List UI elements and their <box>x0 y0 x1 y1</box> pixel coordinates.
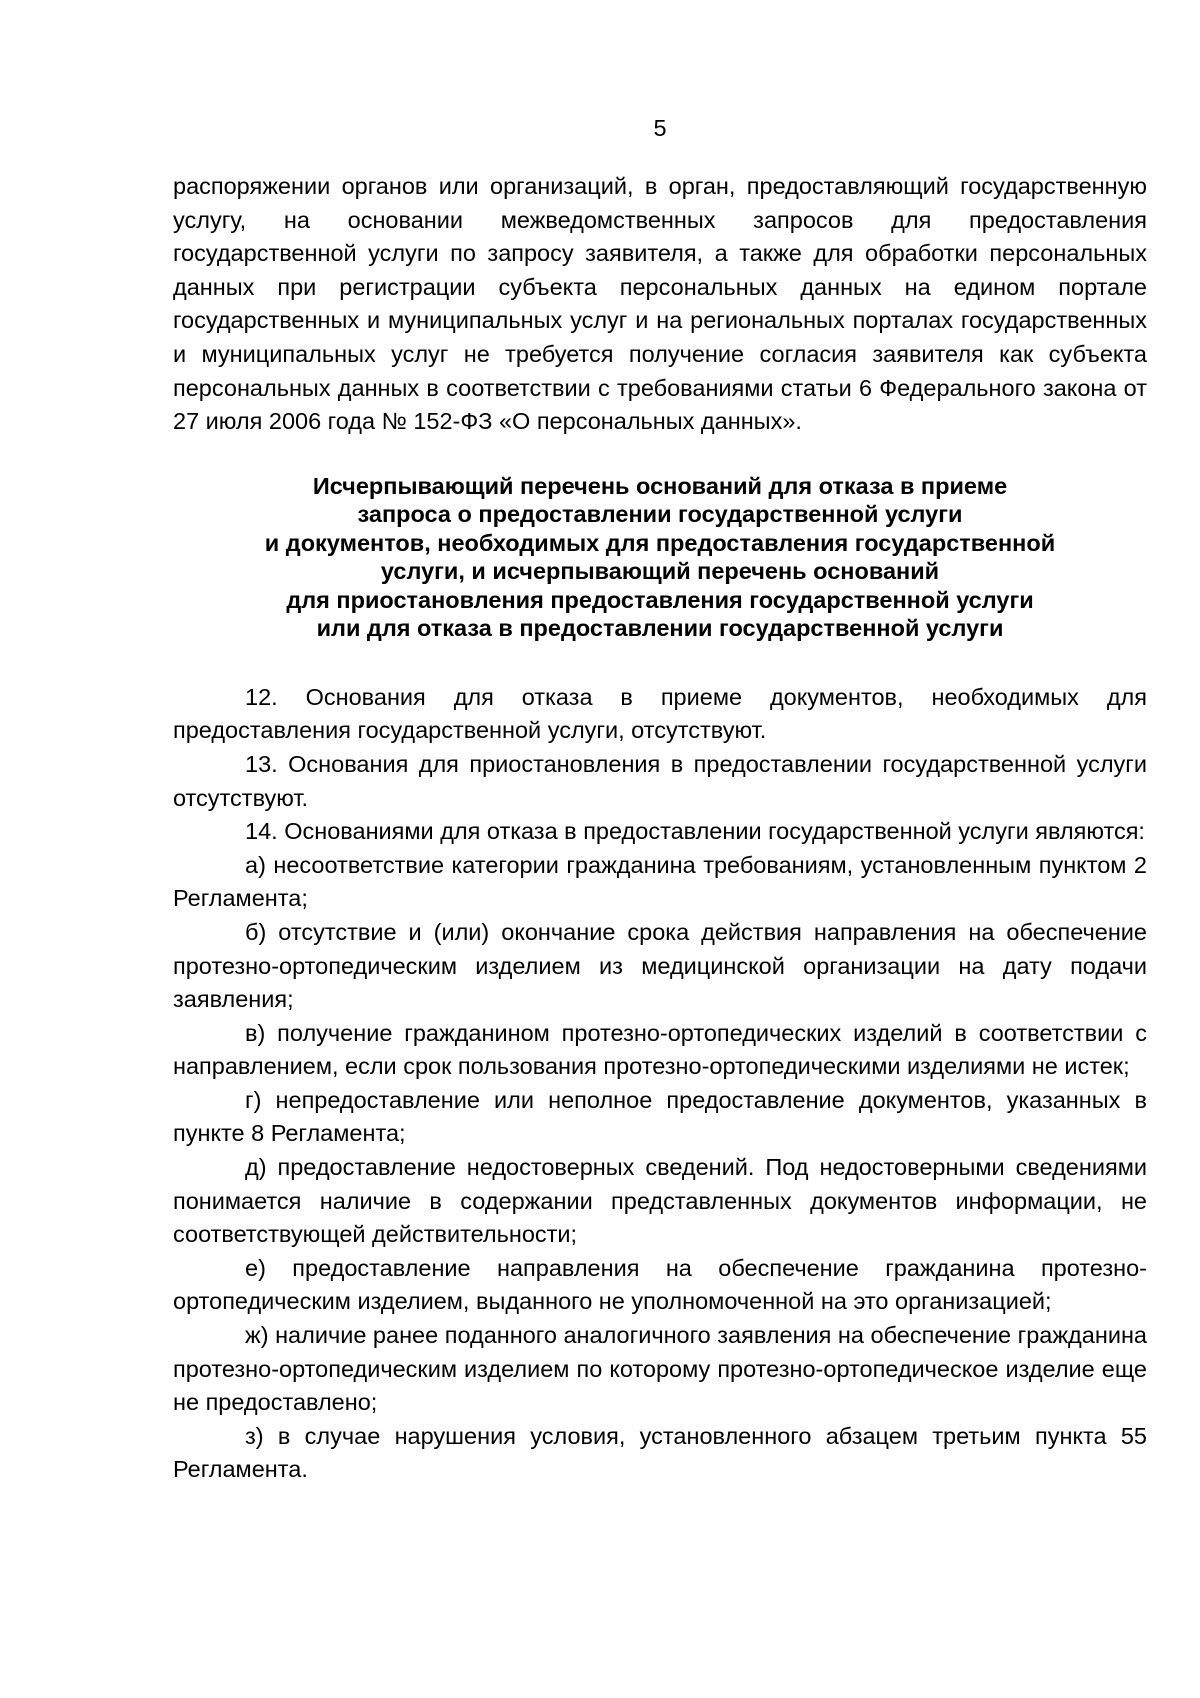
section-heading <box>173 472 1147 643</box>
intro-paragraph: распоряжении органов или организаций, в орган, предоставляющий государственную услугу, на основании межведомственных запросов для предоставления государственной услуги по запросу заявителя, а также для обработки персональных данных при регистрации субъекта персональных данных на едином портале государственных и муниципальных услуг и на региональных порталах государственных и муниципальных услуг не требуется получение согласия заявителя как субъекта персональных данных в соответствии с требованиями статьи 6 Федерального закона от 27 июля 2006 года № 152-ФЗ «О персональных данных». <box>173 173 1147 435</box>
list-item-e: е) предоставление направления на обеспечение гражданина протезно-ортопедическим изделием, выданного не уполномоченной на это организацией; <box>173 1254 1147 1315</box>
list-item-v: в) получение гражданином протезно-ортопедических изделий в соответствии с направлением, если срок пользования протезно-ортопедическими изделиями не истек; <box>173 1019 1147 1080</box>
paragraph-13: 13. Основания для приостановления в предоставлении государственной услуги отсутствуют. <box>173 750 1147 811</box>
heading-line: и документов, необходимых для предоставления государственной <box>264 529 1056 556</box>
list-item-g: г) непредоставление или неполное предоставление документов, указанных в пункте 8 Регламента; <box>173 1086 1147 1147</box>
heading-line: или для отказа в предоставлении государственной услуги <box>316 615 1004 642</box>
list-item-b: б) отсутствие и (или) окончание срока действия направления на обеспечение протезно-ортопедическим изделием из медицинской организации на дату подачи заявления; <box>173 918 1147 1013</box>
heading-line: для приостановления предоставления государственной услуги <box>286 586 1034 613</box>
page-number: 5 <box>653 115 667 141</box>
list-item-zh: ж) наличие ранее поданного аналогичного заявления на обеспечение гражданина протезно-ортопедическим изделием по которому протезно-ортопедическое изделие еще не предоставлено; <box>173 1322 1147 1416</box>
paragraph-12: 12. Основания для отказа в приеме документов, необходимых для предоставления государственной услуги, отсутствуют. <box>173 683 1147 744</box>
paragraph-14: 14. Основаниями для отказа в предоставлении государственной услуги являются: <box>245 818 1145 845</box>
page-content <box>173 170 1147 1487</box>
heading-line: услуги, и исчерпывающий перечень оснований <box>380 558 940 585</box>
heading-line: Исчерпывающий перечень оснований для отказа в приеме <box>312 472 1008 499</box>
list-item-d: д) предоставление недостоверных сведений. Под недостоверными сведениями понимается наличие в содержании представленных документов информации, не соответствующей действительности; <box>173 1154 1147 1248</box>
list-item-a: а) несоответствие категории гражданина требованиям, установленным пунктом 2 Регламента; <box>173 851 1147 912</box>
list-item-z: з) в случае нарушения условия, установленного абзацем третьим пункта 55 Регламента. <box>173 1422 1147 1483</box>
heading-line: запроса о предоставлении государственной услуги <box>357 501 963 528</box>
